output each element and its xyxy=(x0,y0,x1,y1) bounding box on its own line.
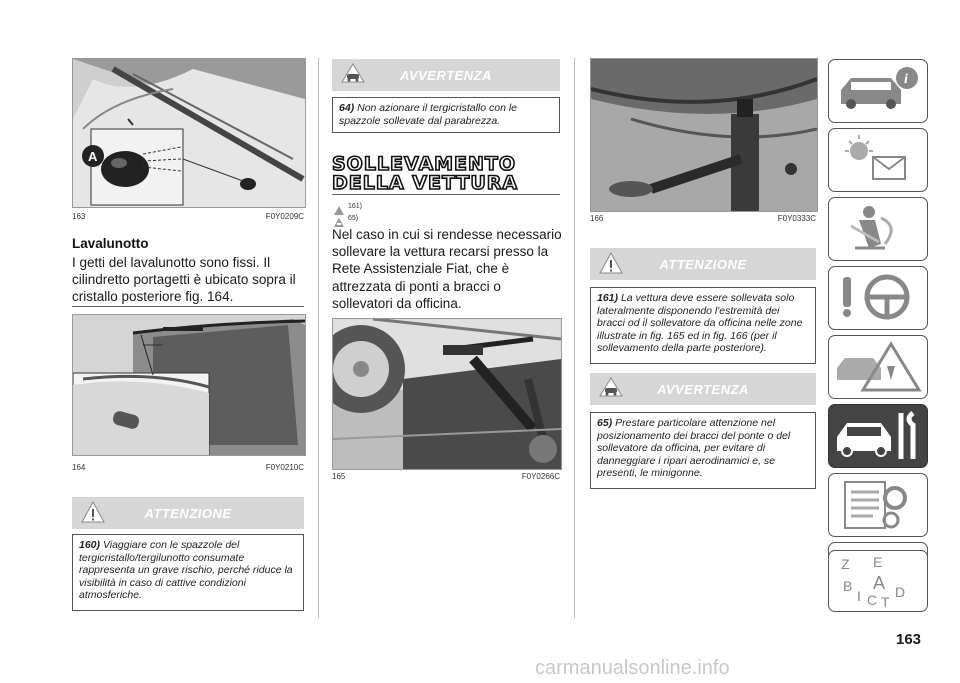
warning-text: Non azionare il tergicristallo con le spazzole sollevate dal parabrezza. xyxy=(339,102,518,127)
divider xyxy=(72,306,304,307)
jack-lift-illustration xyxy=(333,319,561,469)
section-body-sollevamento: Nel caso in cui si rendesse necessario sollevare la vettura recarsi presso la Rete Assistenziale Fiat, che è attrezzata di ponti a bracci o sollevatori da officina. xyxy=(332,227,562,311)
warning-text: Prestare particolare attenzione nel posizionamento dei bracci del ponte o del sollevatore da officina, per evitare di danneggiare i ripari aerodinamici e, se presenti, le minigonne. xyxy=(597,417,791,480)
column-divider xyxy=(318,58,319,618)
maintenance-icon xyxy=(829,405,926,466)
index-letter: I xyxy=(857,588,861,604)
figure-165-caption xyxy=(332,472,560,481)
tab-car-info[interactable] xyxy=(828,59,928,123)
warning-title: ATTENZIONE xyxy=(659,257,747,272)
index-letter: E xyxy=(873,554,883,570)
index-letter: T xyxy=(881,594,890,610)
tab-safety[interactable] xyxy=(828,197,928,261)
starting-driving-icon xyxy=(829,267,926,328)
tab-dashboard-lights[interactable] xyxy=(828,128,928,192)
figure-166 xyxy=(590,58,818,212)
figure-number: 165 xyxy=(332,472,346,481)
warning-title: AVVERTENZA xyxy=(657,382,749,397)
warning-banner-attenzione xyxy=(72,497,304,529)
figure-165 xyxy=(332,318,562,470)
emergency-icon xyxy=(829,336,926,397)
ref-65: 65) xyxy=(348,215,359,222)
warning-text: La vettura deve essere sollevata solo lateralmente disponendo l'estremità dei bracci od il sollevatore da officina nelle zone illustrate in fig. 165 ed in fig. 166 (per il sollevamento della parte posteriore). xyxy=(597,292,803,355)
figure-code: F0Y0209C xyxy=(265,212,304,221)
warning-ref: 160) xyxy=(79,539,101,551)
chapter-title-line1: SOLLEVAMENTO xyxy=(332,153,517,175)
index-letters-icon xyxy=(829,551,926,610)
warning-banner-avvertenza xyxy=(332,59,560,91)
tab-technical-data[interactable] xyxy=(828,473,928,537)
car-info-icon xyxy=(829,60,926,121)
warning-title: ATTENZIONE xyxy=(144,506,232,521)
index-letter: C xyxy=(867,592,878,608)
rear-window-illustration xyxy=(73,315,305,455)
column-divider xyxy=(574,58,575,618)
tab-starting-driving[interactable] xyxy=(828,266,928,330)
title-underline xyxy=(332,194,560,195)
figure-number: 163 xyxy=(72,212,86,221)
figure-166-caption xyxy=(590,214,816,223)
figure-number: 164 xyxy=(72,463,86,472)
figure-code: F0Y0333C xyxy=(777,214,816,223)
figure-164-caption xyxy=(72,463,304,472)
rear-wiper-illustration xyxy=(73,59,305,207)
dashboard-lights-icon xyxy=(829,129,926,190)
technical-data-icon xyxy=(829,474,926,535)
car-lift-arm-illustration xyxy=(591,59,817,211)
index-letter: A xyxy=(873,573,886,593)
index-letter: B xyxy=(843,578,853,594)
figure-code: F0Y0210C xyxy=(265,463,304,472)
chapter-title-line2: DELLA VETTURA xyxy=(332,172,519,194)
warning-banner-attenzione-2 xyxy=(590,248,816,280)
section-body-lavalunotto: I getti del lavalunotto sono fissi. Il cilindretto portagetti è ubicato sopra il cristallo posteriore fig. 164. xyxy=(72,255,296,305)
tab-index-visible[interactable] xyxy=(828,550,928,612)
warning-box-65 xyxy=(590,412,816,489)
warning-ref: 161) xyxy=(597,292,619,304)
page-number: 163 xyxy=(896,631,922,648)
ref-161: 161) xyxy=(348,203,363,210)
tab-maintenance[interactable] xyxy=(828,404,928,468)
warning-box-64 xyxy=(332,97,560,133)
figure-164 xyxy=(72,314,306,456)
index-letter: Z xyxy=(841,556,850,572)
warning-box-160 xyxy=(72,534,304,611)
warning-ref: 65) xyxy=(597,417,613,429)
svg-text:i: i xyxy=(904,72,908,87)
section-heading-lavalunotto: Lavalunotto xyxy=(72,236,149,251)
figure-code: F0Y0266C xyxy=(521,472,560,481)
warning-banner-avvertenza-2 xyxy=(590,373,816,405)
index-letter: D xyxy=(895,584,906,600)
watermark: carmanualsonline.info xyxy=(535,657,730,679)
warning-text: Viaggiare con le spazzole del tergicristallo/tergilunotto consumate rappresenta un grave rischio, perché riduce la visibilità in caso di cattive condizioni atmosferiche. xyxy=(79,539,293,602)
tab-emergency[interactable] xyxy=(828,335,928,399)
figure-number: 166 xyxy=(590,214,604,223)
figure-163 xyxy=(72,58,306,208)
warning-ref: 64) xyxy=(339,102,355,114)
callout-a: A xyxy=(88,149,98,164)
safety-airbag-icon xyxy=(829,198,926,259)
warning-box-161 xyxy=(590,287,816,364)
figure-163-caption xyxy=(72,212,304,221)
warning-title: AVVERTENZA xyxy=(400,68,492,83)
